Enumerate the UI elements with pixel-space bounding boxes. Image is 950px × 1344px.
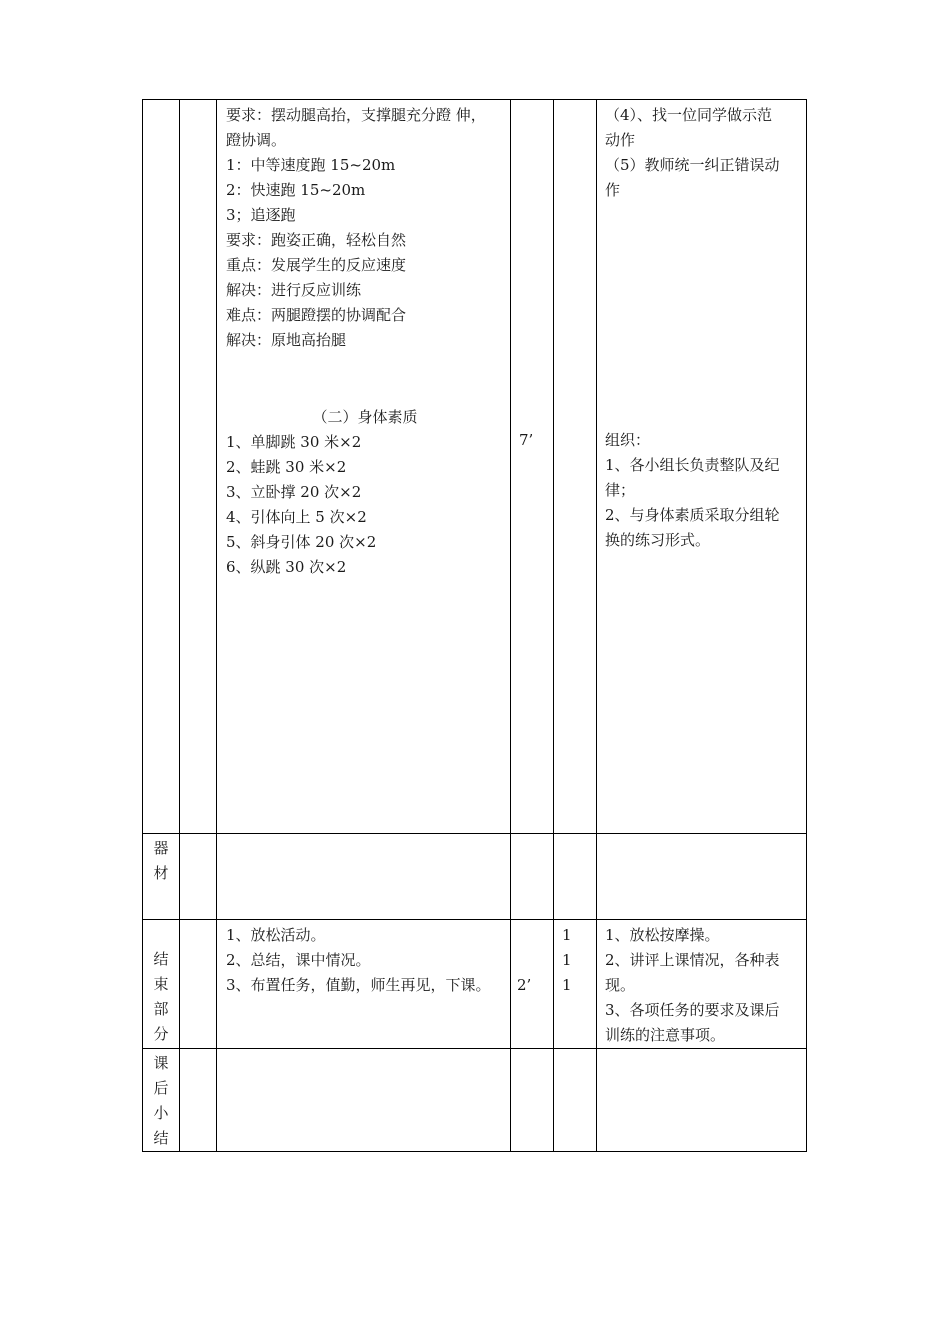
time-cell <box>511 100 554 834</box>
end-content-cell <box>217 920 511 1049</box>
empty-cell <box>597 834 807 920</box>
time-value: 7’ <box>519 431 534 449</box>
exercise-line: 3、立卧撑 20 次×2 <box>226 483 362 501</box>
content-line: 3；追逐跑 <box>226 206 296 224</box>
empty-cell <box>180 834 217 920</box>
equipment-row <box>143 834 807 920</box>
content-line: 蹬协调。 <box>226 131 287 149</box>
end-method-line: 训练的注意事项。 <box>605 1026 726 1044</box>
section-label-cell <box>143 100 180 834</box>
empty-cell <box>554 1049 597 1152</box>
main-content-row <box>143 100 807 834</box>
end-count-value: 1 <box>562 976 572 994</box>
empty-cell <box>180 920 217 1049</box>
method-line: 作 <box>605 181 621 199</box>
content-line: 要求：摆动腿高抬，支撑腿充分蹬 伸， <box>226 106 486 124</box>
equipment-label-char: 器 <box>153 839 169 857</box>
method-cell <box>597 100 807 834</box>
exercise-line: 1、单脚跳 30 米×2 <box>226 433 362 451</box>
end-method-line: 1、放松按摩操。 <box>605 926 720 944</box>
lesson-plan-table <box>142 99 807 1152</box>
sub-label-cell <box>180 100 217 834</box>
content-line: 重点：发展学生的反应速度 <box>226 256 407 274</box>
empty-cell <box>217 834 511 920</box>
exercise-line: 6、纵跳 30 次×2 <box>226 558 347 576</box>
end-content-line: 3、布置任务，值勤，师生再见，下课。 <box>226 976 491 994</box>
end-count-value: 1 <box>562 951 572 969</box>
content-line: 2：快速跑 15~20m <box>226 181 366 199</box>
summary-label-char: 小 <box>153 1104 169 1122</box>
end-content-line: 2、总结，课中情况。 <box>226 951 371 969</box>
end-method-line: 2、讲评上课情况，各种表 <box>605 951 780 969</box>
empty-cell <box>511 834 554 920</box>
end-part-label-char: 束 <box>153 975 169 993</box>
method-line: 1、各小组长负责整队及纪 <box>605 456 780 474</box>
method-line: （5）教师统一纠正错误动 <box>605 156 780 174</box>
exercise-line: 4、引体向上 5 次×2 <box>226 508 367 526</box>
empty-cell <box>217 1049 511 1152</box>
exercise-line: 2、蛙跳 30 米×2 <box>226 458 347 476</box>
end-method-line: 现。 <box>605 976 636 994</box>
content-line: 解决：原地高抬腿 <box>226 331 347 349</box>
summary-label-char: 结 <box>153 1129 169 1147</box>
content-line: 难点：两腿蹬摆的协调配合 <box>226 306 407 324</box>
summary-row <box>143 1049 807 1152</box>
empty-cell <box>180 1049 217 1152</box>
end-part-row <box>143 920 807 1049</box>
section-title: （二）身体素质 <box>312 408 418 426</box>
method-line: 组织： <box>605 431 651 449</box>
content-cell <box>217 100 511 834</box>
end-part-label-char: 结 <box>153 950 169 968</box>
end-time-value: 2’ <box>517 976 532 994</box>
end-time-cell <box>511 920 554 1049</box>
summary-label-char: 后 <box>153 1079 169 1097</box>
content-line: 要求：跑姿正确，轻松自然 <box>226 231 407 249</box>
end-part-label-cell <box>143 920 180 1049</box>
summary-label-cell <box>143 1049 180 1152</box>
method-line: 换的练习形式。 <box>605 531 711 549</box>
equipment-label-cell <box>143 834 180 920</box>
end-method-cell <box>597 920 807 1049</box>
content-line: 解决：进行反应训练 <box>226 281 362 299</box>
empty-cell <box>511 1049 554 1152</box>
method-line: 动作 <box>605 131 636 149</box>
exercise-line: 5、斜身引体 20 次×2 <box>226 533 377 551</box>
equipment-label-char: 材 <box>153 864 169 882</box>
end-part-label-char: 分 <box>153 1025 169 1043</box>
end-count-cell <box>554 920 597 1049</box>
method-line: 律； <box>605 481 636 499</box>
content-line: 1：中等速度跑 15~20m <box>226 156 396 174</box>
empty-cell <box>554 834 597 920</box>
count-cell <box>554 100 597 834</box>
method-line: （4）、找一位同学做示范 <box>605 106 773 124</box>
end-method-line: 3、各项任务的要求及课后 <box>605 1001 780 1019</box>
end-part-label-char: 部 <box>153 1000 169 1018</box>
end-content-line: 1、放松活动。 <box>226 926 326 944</box>
empty-cell <box>597 1049 807 1152</box>
summary-label-char: 课 <box>153 1054 169 1072</box>
end-count-value: 1 <box>562 926 572 944</box>
method-line: 2、与身体素质采取分组轮 <box>605 506 780 524</box>
